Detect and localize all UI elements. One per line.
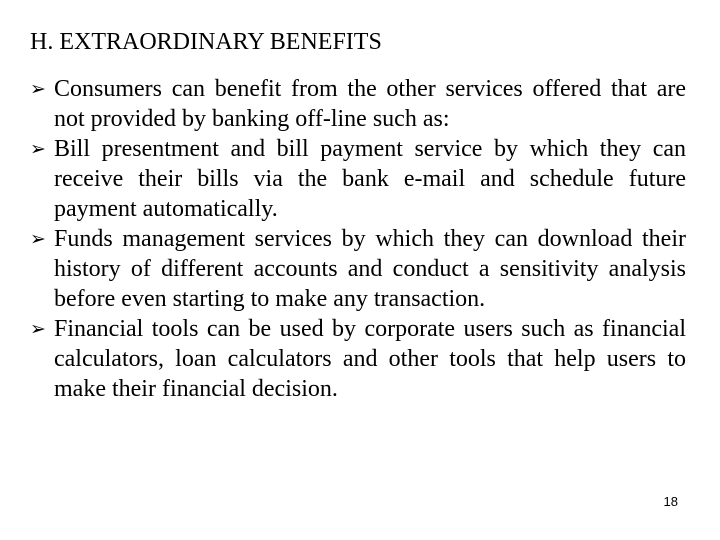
bullet-item-consumers-benefit bbox=[30, 74, 686, 134]
arrow-bullet-icon: ➢ bbox=[30, 228, 46, 250]
arrow-bullet-icon: ➢ bbox=[30, 318, 46, 340]
bullet-list bbox=[30, 74, 686, 404]
bullet-text: Funds management services by which they can download their history of different accounts and conduct a sensitivity analysis before even starting to make any transaction. bbox=[54, 226, 686, 312]
page-number: 18 bbox=[663, 494, 678, 509]
arrow-bullet-icon: ➢ bbox=[30, 138, 46, 160]
slide-title: H. EXTRAORDINARY BENEFITS bbox=[30, 29, 382, 55]
bullet-item-bill-presentment bbox=[30, 134, 686, 224]
arrow-bullet-icon: ➢ bbox=[30, 78, 46, 100]
bullet-text: Financial tools can be used by corporate users such as financial calculators, loan calculators and other tools that help users to make their financial decision. bbox=[54, 316, 686, 402]
bullet-item-funds-management bbox=[30, 224, 686, 314]
bullet-item-financial-tools bbox=[30, 314, 686, 404]
bullet-text: Consumers can benefit from the other services offered that are not provided by banking off-line such as: bbox=[54, 76, 686, 132]
bullet-text: Bill presentment and bill payment service by which they can receive their bills via the bank e-mail and schedule future payment automatically. bbox=[54, 136, 686, 222]
